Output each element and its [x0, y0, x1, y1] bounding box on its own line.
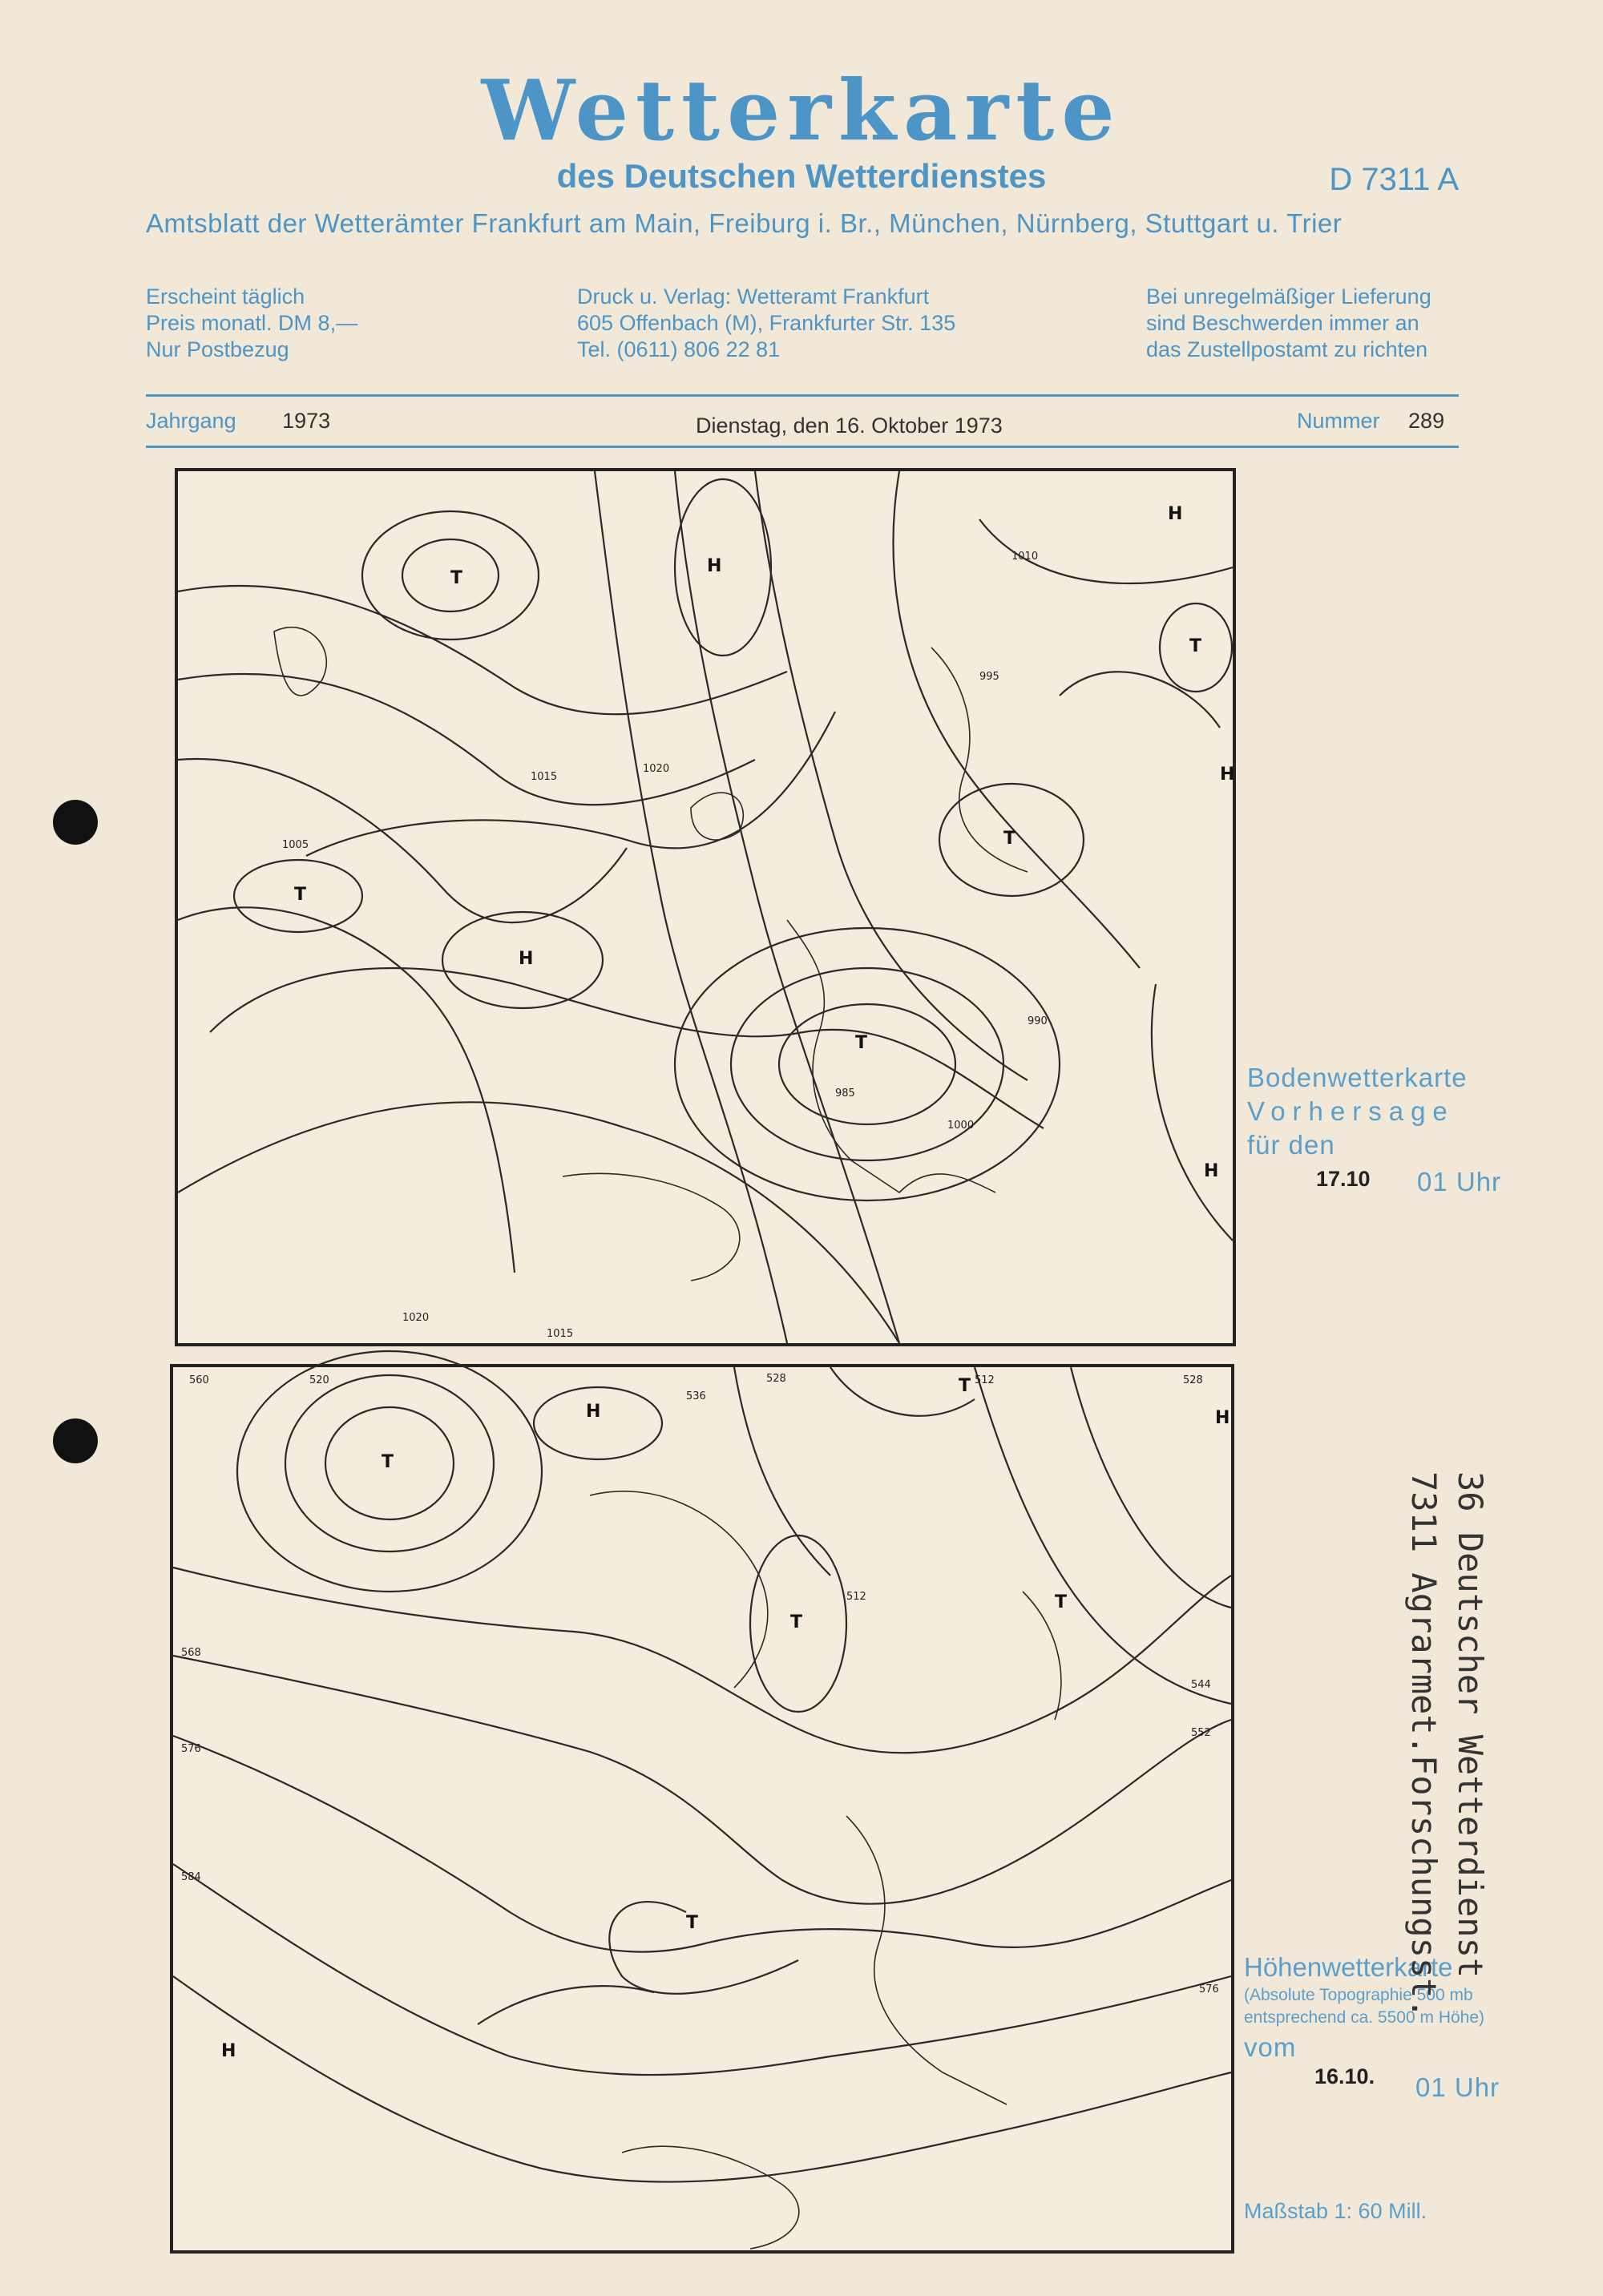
pressure-center-label: T — [686, 1913, 699, 1933]
info-line: Tel. (0611) 806 22 81 — [577, 337, 781, 361]
top-rule — [146, 394, 1459, 397]
contour-value: 512 — [975, 1374, 995, 1386]
pressure-center-label: T — [450, 568, 463, 588]
isobar-value: 1015 — [531, 771, 558, 783]
jahrgang — [146, 409, 330, 434]
issue-date: Dienstag, den 16. Oktober 1973 — [696, 414, 1003, 438]
isobar — [1152, 984, 1233, 1241]
upper-map-svg — [173, 1367, 1231, 2250]
surface-map-date: 17.10 — [1316, 1167, 1371, 1191]
height-contour — [734, 1367, 830, 1576]
isobar-value: 1005 — [282, 839, 309, 851]
coastline — [622, 2146, 799, 2249]
pressure-center-label: H — [707, 556, 722, 576]
upper-map-date: 16.10. — [1314, 2064, 1375, 2088]
contour-value: 576 — [181, 1743, 201, 1755]
coastline — [590, 1491, 768, 1688]
isobar-value: 985 — [835, 1087, 855, 1100]
pressure-center-label: H — [1220, 765, 1235, 785]
contour-value: 520 — [309, 1374, 329, 1386]
info-line: Nur Postbezug — [146, 337, 289, 361]
isobar — [595, 471, 787, 1343]
surface-map-caption-3: für den — [1247, 1130, 1335, 1160]
low-pressure-isobar — [731, 968, 1003, 1160]
height-contour — [830, 1367, 975, 1416]
isobar-value: 990 — [1028, 1015, 1048, 1027]
height-contour — [173, 1656, 1231, 1904]
jahrgang-value: 1973 — [282, 409, 331, 433]
isobar — [178, 674, 755, 805]
height-contour — [173, 1568, 1231, 1753]
contour-value: 568 — [181, 1647, 201, 1659]
library-stamp-line2: 7311 Agrarmet.Forschungsst. — [1404, 1471, 1444, 2019]
pressure-center-label: H — [1168, 504, 1183, 524]
surface-map-svg — [178, 471, 1233, 1343]
upper-map-caption-2: (Absolute Topographie 500 mb — [1244, 1986, 1473, 2004]
amtsblatt-line: Amtsblatt der Wetterämter Frankfurt am Main, Freiburg i. Br., München, Nürnberg, Stuttgart u. Trier — [146, 208, 1343, 238]
publisher-info — [577, 284, 955, 363]
nummer — [1297, 409, 1444, 434]
nummer-value: 289 — [1408, 409, 1445, 433]
info-line: sind Beschwerden immer an — [1146, 311, 1419, 335]
contour-value: 560 — [189, 1374, 209, 1386]
isobar — [894, 471, 1141, 968]
pressure-center-label: T — [1055, 1592, 1068, 1612]
height-contour — [609, 1902, 798, 1994]
bottom-rule — [146, 446, 1459, 448]
isobar — [1060, 672, 1220, 728]
surface-weather-map — [175, 468, 1236, 1346]
contour-value: 512 — [846, 1591, 866, 1603]
newspaper-title: Wetterkarte — [481, 61, 1122, 159]
isobar — [178, 759, 627, 922]
info-line: Erscheint täglich — [146, 284, 305, 309]
isobar — [210, 968, 1044, 1128]
isobar-value: 1000 — [947, 1120, 975, 1132]
isobar — [178, 1102, 899, 1343]
contour-value: 536 — [686, 1390, 706, 1402]
nummer-label: Nummer — [1297, 409, 1380, 433]
height-contour — [173, 1736, 1231, 1952]
height-contour — [975, 1367, 1231, 1704]
subscription-info — [146, 284, 357, 363]
pressure-center-label: T — [1189, 636, 1202, 656]
contour-value: 584 — [181, 1871, 201, 1883]
high-pressure-isobar — [675, 479, 771, 656]
isobar-value: 1020 — [402, 1312, 430, 1324]
coastline — [563, 1173, 740, 1281]
isobar-value: 1020 — [643, 763, 670, 775]
isobar — [178, 907, 515, 1273]
punch-hole — [53, 1418, 98, 1463]
pressure-center-label: H — [586, 1402, 601, 1422]
isobar-value: 1010 — [1011, 551, 1039, 563]
isobar — [178, 586, 787, 714]
isobar — [675, 471, 899, 1343]
contour-value: 576 — [1199, 1983, 1219, 1995]
upper-map-caption-4: vom — [1244, 2032, 1297, 2062]
punch-hole — [53, 800, 98, 845]
map-scale: Maßstab 1: 60 Mill. — [1244, 2199, 1427, 2223]
contour-value: 528 — [1183, 1374, 1203, 1386]
height-contour — [478, 1986, 654, 2024]
pressure-center-label: T — [790, 1612, 803, 1632]
jahrgang-label: Jahrgang — [146, 409, 236, 433]
low-pressure-isobar — [779, 1004, 955, 1124]
pressure-center-label: H — [519, 949, 534, 969]
contour-value: 552 — [1191, 1727, 1211, 1739]
coastline — [846, 1816, 1007, 2104]
pressure-center-label: T — [959, 1376, 971, 1396]
library-stamp-line1: 36 Deutscher Wetterdienst — [1451, 1471, 1490, 1979]
height-contour — [1071, 1367, 1231, 1608]
contour-value: 528 — [766, 1373, 786, 1385]
info-line: Preis monatl. DM 8,— — [146, 311, 358, 335]
pressure-center-label: T — [382, 1452, 394, 1472]
pressure-center-label: H — [1215, 1408, 1230, 1428]
upper-air-weather-map — [170, 1364, 1234, 2254]
coastline — [274, 627, 326, 696]
surface-map-caption-2: Vorhersage — [1247, 1096, 1455, 1126]
info-line: 605 Offenbach (M), Frankfurter Str. 135 — [577, 311, 956, 335]
isobar-value: 995 — [979, 671, 999, 683]
surface-map-time: 01 Uhr — [1417, 1167, 1502, 1196]
pressure-center-label: T — [1003, 829, 1016, 849]
upper-map-caption-1: Höhenwetterkarte — [1244, 1952, 1453, 1982]
issue-code: D 7311 A — [1329, 162, 1459, 197]
info-line: Druck u. Verlag: Wetteramt Frankfurt — [577, 284, 930, 309]
info-line: das Zustellpostamt zu richten — [1146, 337, 1428, 361]
height-contour — [173, 1864, 1231, 2075]
info-line: Bei unregelmäßiger Lieferung — [1146, 284, 1431, 309]
newspaper-subtitle: des Deutschen Wetterdienstes — [556, 157, 1047, 195]
isobar-value: 1015 — [547, 1328, 574, 1340]
pressure-center-label: H — [221, 2041, 236, 2061]
delivery-info — [1146, 284, 1431, 363]
pressure-center-label: T — [294, 885, 307, 905]
upper-map-caption-3: entsprechend ca. 5500 m Höhe) — [1244, 2008, 1485, 2027]
pressure-center-label: T — [855, 1033, 868, 1053]
height-contour — [534, 1387, 662, 1459]
contour-value: 544 — [1191, 1679, 1211, 1691]
pressure-center-label: H — [1204, 1161, 1219, 1181]
surface-map-caption-1: Bodenwetterkarte — [1247, 1063, 1468, 1092]
upper-map-time: 01 Uhr — [1415, 2072, 1500, 2102]
coastline — [787, 920, 995, 1192]
